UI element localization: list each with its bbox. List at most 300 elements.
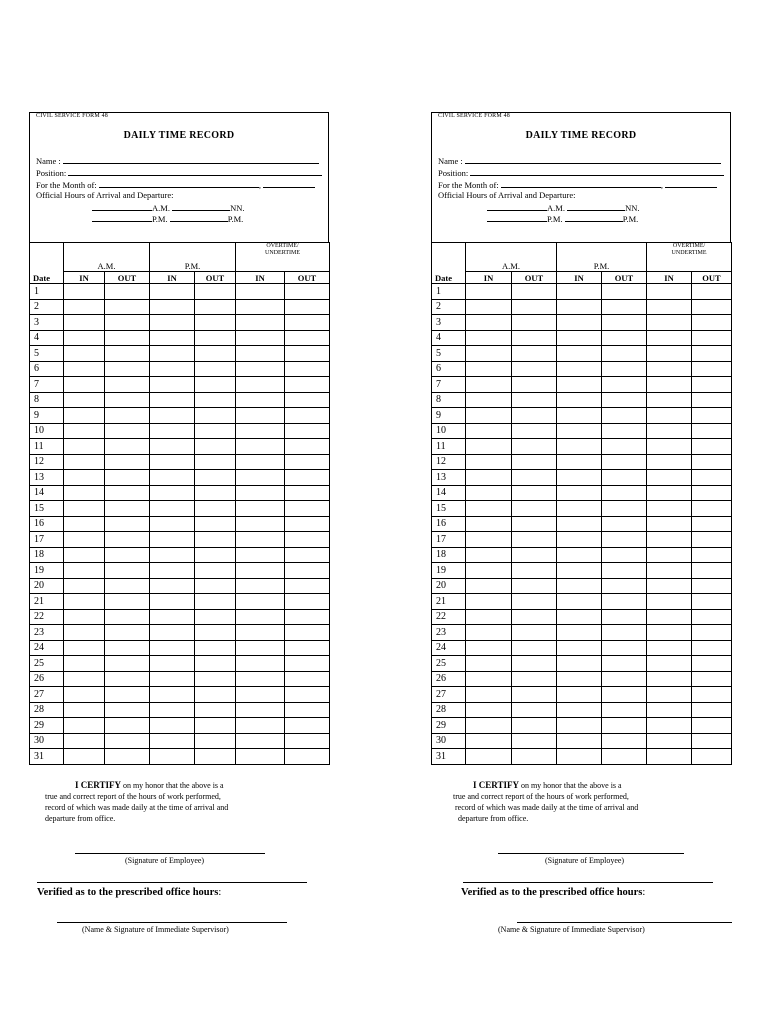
am-in-cell[interactable]: [466, 299, 512, 315]
am-in-cell[interactable]: [466, 439, 512, 455]
am-in-cell[interactable]: [64, 439, 105, 455]
ot-in-cell[interactable]: [236, 454, 285, 470]
am-out-cell[interactable]: [512, 547, 557, 563]
ot-in-cell[interactable]: [236, 516, 285, 532]
ot-in-cell[interactable]: [236, 625, 285, 641]
am-out-cell[interactable]: [512, 671, 557, 687]
am-out-cell[interactable]: [512, 749, 557, 765]
pm-in-cell[interactable]: [557, 423, 602, 439]
am-in-cell[interactable]: [64, 702, 105, 718]
am-out-cell[interactable]: [105, 656, 150, 672]
pm-out-cell[interactable]: [602, 687, 647, 703]
ot-in-cell[interactable]: [236, 392, 285, 408]
am-out-cell[interactable]: [105, 361, 150, 377]
pm-in-cell[interactable]: [150, 609, 195, 625]
pm-out-cell[interactable]: [195, 361, 236, 377]
pm-out-cell[interactable]: [602, 470, 647, 486]
ot-in-cell[interactable]: [236, 609, 285, 625]
am-in-cell[interactable]: [466, 377, 512, 393]
am-in-cell[interactable]: [466, 671, 512, 687]
pm-in-cell[interactable]: [557, 594, 602, 610]
month-line[interactable]: [99, 179, 259, 188]
ot-out-cell[interactable]: [692, 702, 732, 718]
am-out-cell[interactable]: [512, 299, 557, 315]
year-line[interactable]: [263, 179, 315, 188]
employee-signature-line[interactable]: [498, 853, 684, 854]
ot-in-cell[interactable]: [236, 656, 285, 672]
ot-out-cell[interactable]: [692, 532, 732, 548]
ot-out-cell[interactable]: [285, 501, 330, 517]
pm-in-cell[interactable]: [557, 439, 602, 455]
am-in-cell[interactable]: [64, 718, 105, 734]
am-in-cell[interactable]: [64, 284, 105, 300]
am-in-cell[interactable]: [466, 423, 512, 439]
pm-in-cell[interactable]: [557, 377, 602, 393]
ot-out-cell[interactable]: [285, 687, 330, 703]
name-line[interactable]: [465, 155, 721, 164]
ot-in-cell[interactable]: [647, 284, 692, 300]
pm-in-cell[interactable]: [150, 733, 195, 749]
am-out-cell[interactable]: [105, 485, 150, 501]
pm-in-cell[interactable]: [150, 563, 195, 579]
ot-out-cell[interactable]: [285, 625, 330, 641]
pm-in-cell[interactable]: [150, 516, 195, 532]
pm-out-cell[interactable]: [195, 594, 236, 610]
ot-in-cell[interactable]: [647, 470, 692, 486]
am-out-cell[interactable]: [105, 392, 150, 408]
ot-in-cell[interactable]: [647, 299, 692, 315]
am-in-cell[interactable]: [466, 733, 512, 749]
am-out-cell[interactable]: [105, 640, 150, 656]
ot-in-cell[interactable]: [236, 423, 285, 439]
pm-out-cell[interactable]: [602, 733, 647, 749]
am-out-cell[interactable]: [512, 315, 557, 331]
pm-in-cell[interactable]: [557, 671, 602, 687]
am-in-cell[interactable]: [466, 563, 512, 579]
ot-in-cell[interactable]: [647, 625, 692, 641]
pm-in-cell[interactable]: [557, 392, 602, 408]
pm-in-cell[interactable]: [150, 671, 195, 687]
am-out-cell[interactable]: [512, 516, 557, 532]
ot-in-cell[interactable]: [647, 656, 692, 672]
pm-row[interactable]: P.M. P.M.: [92, 213, 243, 224]
ot-in-cell[interactable]: [647, 532, 692, 548]
am-out-cell[interactable]: [105, 284, 150, 300]
am-out-cell[interactable]: [512, 687, 557, 703]
name-field[interactable]: [36, 155, 319, 166]
am-in-cell[interactable]: [64, 470, 105, 486]
ot-out-cell[interactable]: [692, 516, 732, 532]
pm-out-cell[interactable]: [195, 470, 236, 486]
position-line[interactable]: [68, 167, 322, 176]
ot-out-cell[interactable]: [285, 284, 330, 300]
ot-out-cell[interactable]: [285, 470, 330, 486]
pm-out-cell[interactable]: [602, 485, 647, 501]
ot-in-cell[interactable]: [647, 408, 692, 424]
ot-out-cell[interactable]: [285, 609, 330, 625]
am-out-cell[interactable]: [105, 718, 150, 734]
ot-in-cell[interactable]: [236, 315, 285, 331]
ot-out-cell[interactable]: [285, 532, 330, 548]
ot-in-cell[interactable]: [647, 733, 692, 749]
ot-in-cell[interactable]: [647, 392, 692, 408]
pm-in-cell[interactable]: [557, 609, 602, 625]
pm-in-cell[interactable]: [557, 733, 602, 749]
am-out-cell[interactable]: [105, 516, 150, 532]
am-out-cell[interactable]: [512, 656, 557, 672]
pm-out-cell[interactable]: [602, 594, 647, 610]
ot-in-cell[interactable]: [236, 470, 285, 486]
ot-in-cell[interactable]: [647, 718, 692, 734]
am-out-cell[interactable]: [105, 346, 150, 362]
pm-out-cell[interactable]: [602, 501, 647, 517]
pm-out-cell[interactable]: [195, 408, 236, 424]
pm-out-cell[interactable]: [602, 563, 647, 579]
am-in-cell[interactable]: [64, 516, 105, 532]
am-in-cell[interactable]: [64, 361, 105, 377]
ot-in-cell[interactable]: [236, 284, 285, 300]
am-in-cell[interactable]: [466, 625, 512, 641]
ot-in-cell[interactable]: [236, 361, 285, 377]
ot-in-cell[interactable]: [236, 671, 285, 687]
pm-out-cell[interactable]: [195, 609, 236, 625]
pm-in-cell[interactable]: [557, 361, 602, 377]
am-in-cell[interactable]: [64, 625, 105, 641]
ot-out-cell[interactable]: [692, 749, 732, 765]
pm-out-cell[interactable]: [195, 563, 236, 579]
pm-out-cell[interactable]: [195, 547, 236, 563]
am-out-cell[interactable]: [105, 594, 150, 610]
ot-out-cell[interactable]: [692, 284, 732, 300]
am-out-cell[interactable]: [512, 361, 557, 377]
pm-in-cell[interactable]: [150, 470, 195, 486]
ot-in-cell[interactable]: [647, 594, 692, 610]
ot-out-cell[interactable]: [285, 439, 330, 455]
am-in-cell[interactable]: [64, 299, 105, 315]
ot-out-cell[interactable]: [285, 547, 330, 563]
ot-out-cell[interactable]: [285, 516, 330, 532]
am-in-cell[interactable]: [64, 408, 105, 424]
ot-in-cell[interactable]: [236, 501, 285, 517]
am-out-cell[interactable]: [512, 702, 557, 718]
am-out-cell[interactable]: [512, 640, 557, 656]
am-in-cell[interactable]: [466, 315, 512, 331]
ot-out-cell[interactable]: [285, 454, 330, 470]
am-out-cell[interactable]: [105, 315, 150, 331]
pm-in-cell[interactable]: [557, 702, 602, 718]
ot-out-cell[interactable]: [285, 485, 330, 501]
am-out-cell[interactable]: [105, 563, 150, 579]
am-in-cell[interactable]: [64, 749, 105, 765]
pm-row[interactable]: P.M. P.M.: [487, 213, 638, 224]
ot-in-cell[interactable]: [236, 687, 285, 703]
am-in-cell[interactable]: [64, 609, 105, 625]
am-out-cell[interactable]: [105, 625, 150, 641]
am-in-cell[interactable]: [64, 346, 105, 362]
ot-out-cell[interactable]: [285, 392, 330, 408]
pm-in-cell[interactable]: [557, 625, 602, 641]
am-in-cell[interactable]: [466, 361, 512, 377]
pm-out-cell[interactable]: [602, 532, 647, 548]
am-out-cell[interactable]: [105, 687, 150, 703]
pm-in-cell[interactable]: [150, 299, 195, 315]
ot-out-cell[interactable]: [285, 330, 330, 346]
pm-in-cell[interactable]: [557, 470, 602, 486]
pm-in-cell[interactable]: [557, 640, 602, 656]
ot-in-cell[interactable]: [647, 749, 692, 765]
ot-out-cell[interactable]: [285, 299, 330, 315]
am-in-cell[interactable]: [466, 284, 512, 300]
pm-in-cell[interactable]: [557, 501, 602, 517]
am-in-cell[interactable]: [64, 423, 105, 439]
ot-in-cell[interactable]: [236, 377, 285, 393]
ot-out-cell[interactable]: [692, 501, 732, 517]
pm-out-cell[interactable]: [195, 454, 236, 470]
am-out-cell[interactable]: [105, 408, 150, 424]
pm-in-cell[interactable]: [557, 578, 602, 594]
ot-in-cell[interactable]: [236, 563, 285, 579]
am-out-cell[interactable]: [512, 501, 557, 517]
pm-out-cell[interactable]: [195, 671, 236, 687]
am-in-cell[interactable]: [466, 454, 512, 470]
ot-in-cell[interactable]: [647, 377, 692, 393]
am-in-cell[interactable]: [466, 609, 512, 625]
ot-in-cell[interactable]: [236, 299, 285, 315]
am-out-cell[interactable]: [512, 563, 557, 579]
ot-in-cell[interactable]: [236, 547, 285, 563]
pm-in-cell[interactable]: [557, 485, 602, 501]
am-out-cell[interactable]: [512, 377, 557, 393]
am-in-cell[interactable]: [466, 516, 512, 532]
ot-out-cell[interactable]: [692, 578, 732, 594]
pm-out-cell[interactable]: [195, 439, 236, 455]
ot-out-cell[interactable]: [692, 609, 732, 625]
ot-out-cell[interactable]: [692, 470, 732, 486]
ot-out-cell[interactable]: [692, 640, 732, 656]
ot-out-cell[interactable]: [285, 563, 330, 579]
ot-out-cell[interactable]: [285, 346, 330, 362]
am-in-cell[interactable]: [64, 532, 105, 548]
am-out-cell[interactable]: [512, 532, 557, 548]
am-out-cell[interactable]: [105, 749, 150, 765]
am-in-cell[interactable]: [64, 330, 105, 346]
am-in-cell[interactable]: [466, 532, 512, 548]
am-out-cell[interactable]: [512, 423, 557, 439]
pm-out-cell[interactable]: [195, 485, 236, 501]
ot-in-cell[interactable]: [236, 594, 285, 610]
ot-out-cell[interactable]: [285, 315, 330, 331]
am-out-cell[interactable]: [105, 330, 150, 346]
am-out-cell[interactable]: [512, 454, 557, 470]
pm-in-cell[interactable]: [150, 392, 195, 408]
pm-out-cell[interactable]: [602, 330, 647, 346]
pm-out-cell[interactable]: [195, 392, 236, 408]
employee-signature-line[interactable]: [75, 853, 265, 854]
ot-in-cell[interactable]: [236, 749, 285, 765]
ot-out-cell[interactable]: [692, 563, 732, 579]
am-out-cell[interactable]: [105, 733, 150, 749]
ot-in-cell[interactable]: [647, 454, 692, 470]
pm-out-cell[interactable]: [602, 578, 647, 594]
ot-out-cell[interactable]: [692, 408, 732, 424]
pm-in-cell[interactable]: [150, 377, 195, 393]
am-in-cell[interactable]: [466, 687, 512, 703]
ot-in-cell[interactable]: [236, 346, 285, 362]
position-field[interactable]: [36, 167, 322, 178]
ot-out-cell[interactable]: [285, 733, 330, 749]
am-in-cell[interactable]: [466, 392, 512, 408]
ot-out-cell[interactable]: [692, 361, 732, 377]
pm-out-cell[interactable]: [602, 299, 647, 315]
am-in-cell[interactable]: [64, 377, 105, 393]
pm-in-cell[interactable]: [150, 656, 195, 672]
pm-in-cell[interactable]: [150, 408, 195, 424]
ot-out-cell[interactable]: [692, 687, 732, 703]
am-in-cell[interactable]: [64, 454, 105, 470]
supervisor-signature-line[interactable]: [57, 922, 287, 923]
pm-out-cell[interactable]: [195, 501, 236, 517]
name-field[interactable]: [438, 155, 721, 166]
pm-in-cell[interactable]: [150, 330, 195, 346]
ot-in-cell[interactable]: [236, 702, 285, 718]
pm-out-cell[interactable]: [602, 516, 647, 532]
ot-out-cell[interactable]: [285, 578, 330, 594]
ot-out-cell[interactable]: [692, 439, 732, 455]
pm-out-cell[interactable]: [195, 718, 236, 734]
am-out-cell[interactable]: [512, 718, 557, 734]
am-in-cell[interactable]: [466, 330, 512, 346]
am-out-cell[interactable]: [512, 439, 557, 455]
am-nn-row[interactable]: A.M. NN.: [487, 202, 639, 213]
pm-in-cell[interactable]: [557, 749, 602, 765]
pm-out-cell[interactable]: [602, 640, 647, 656]
am-out-cell[interactable]: [512, 609, 557, 625]
am-in-cell[interactable]: [466, 702, 512, 718]
ot-out-cell[interactable]: [285, 718, 330, 734]
ot-in-cell[interactable]: [647, 516, 692, 532]
pm-in-cell[interactable]: [150, 284, 195, 300]
pm-out-cell[interactable]: [195, 315, 236, 331]
ot-out-cell[interactable]: [692, 671, 732, 687]
pm-in-cell[interactable]: [150, 718, 195, 734]
pm-out-cell[interactable]: [195, 330, 236, 346]
position-line[interactable]: [470, 167, 724, 176]
am-out-cell[interactable]: [105, 423, 150, 439]
ot-in-cell[interactable]: [647, 346, 692, 362]
ot-out-cell[interactable]: [692, 377, 732, 393]
pm-in-cell[interactable]: [557, 330, 602, 346]
pm-in-cell[interactable]: [557, 656, 602, 672]
ot-in-cell[interactable]: [647, 315, 692, 331]
pm-in-cell[interactable]: [150, 346, 195, 362]
ot-in-cell[interactable]: [647, 640, 692, 656]
ot-out-cell[interactable]: [692, 656, 732, 672]
am-in-cell[interactable]: [64, 671, 105, 687]
pm-in-cell[interactable]: [150, 315, 195, 331]
am-in-cell[interactable]: [64, 315, 105, 331]
ot-out-cell[interactable]: [285, 423, 330, 439]
pm-out-cell[interactable]: [195, 284, 236, 300]
am-in-cell[interactable]: [466, 547, 512, 563]
pm-in-cell[interactable]: [557, 454, 602, 470]
ot-out-cell[interactable]: [692, 594, 732, 610]
ot-out-cell[interactable]: [692, 346, 732, 362]
am-in-cell[interactable]: [64, 578, 105, 594]
am-out-cell[interactable]: [512, 578, 557, 594]
pm-in-cell[interactable]: [150, 625, 195, 641]
pm-out-cell[interactable]: [602, 702, 647, 718]
am-in-cell[interactable]: [466, 470, 512, 486]
pm-in-cell[interactable]: [557, 687, 602, 703]
ot-out-cell[interactable]: [692, 547, 732, 563]
ot-in-cell[interactable]: [647, 687, 692, 703]
pm-in-cell[interactable]: [150, 485, 195, 501]
pm-in-cell[interactable]: [150, 640, 195, 656]
pm-out-cell[interactable]: [602, 284, 647, 300]
pm-out-cell[interactable]: [195, 625, 236, 641]
am-in-cell[interactable]: [64, 392, 105, 408]
am-out-cell[interactable]: [105, 299, 150, 315]
ot-out-cell[interactable]: [692, 299, 732, 315]
pm-in-cell[interactable]: [557, 718, 602, 734]
am-in-cell[interactable]: [466, 718, 512, 734]
am-in-cell[interactable]: [64, 485, 105, 501]
pm-in-cell[interactable]: [557, 346, 602, 362]
ot-out-cell[interactable]: [285, 671, 330, 687]
ot-out-cell[interactable]: [692, 485, 732, 501]
ot-in-cell[interactable]: [236, 718, 285, 734]
ot-out-cell[interactable]: [692, 392, 732, 408]
pm-out-cell[interactable]: [602, 718, 647, 734]
am-in-cell[interactable]: [466, 594, 512, 610]
am-in-cell[interactable]: [64, 656, 105, 672]
ot-in-cell[interactable]: [647, 578, 692, 594]
pm-in-cell[interactable]: [557, 532, 602, 548]
pm-in-cell[interactable]: [150, 454, 195, 470]
am-in-cell[interactable]: [64, 594, 105, 610]
pm-in-cell[interactable]: [150, 547, 195, 563]
am-in-cell[interactable]: [64, 547, 105, 563]
ot-in-cell[interactable]: [647, 671, 692, 687]
ot-out-cell[interactable]: [285, 377, 330, 393]
pm-out-cell[interactable]: [602, 656, 647, 672]
am-in-cell[interactable]: [64, 563, 105, 579]
ot-in-cell[interactable]: [647, 547, 692, 563]
ot-out-cell[interactable]: [692, 625, 732, 641]
ot-in-cell[interactable]: [236, 578, 285, 594]
am-out-cell[interactable]: [512, 330, 557, 346]
pm-in-cell[interactable]: [557, 408, 602, 424]
pm-in-cell[interactable]: [150, 594, 195, 610]
am-out-cell[interactable]: [512, 284, 557, 300]
pm-out-cell[interactable]: [195, 299, 236, 315]
ot-in-cell[interactable]: [647, 423, 692, 439]
ot-out-cell[interactable]: [285, 702, 330, 718]
pm-in-cell[interactable]: [150, 501, 195, 517]
am-out-cell[interactable]: [105, 609, 150, 625]
am-in-cell[interactable]: [466, 485, 512, 501]
pm-out-cell[interactable]: [602, 392, 647, 408]
ot-in-cell[interactable]: [236, 408, 285, 424]
ot-out-cell[interactable]: [692, 733, 732, 749]
pm-out-cell[interactable]: [602, 408, 647, 424]
am-out-cell[interactable]: [105, 702, 150, 718]
am-out-cell[interactable]: [105, 377, 150, 393]
am-out-cell[interactable]: [105, 501, 150, 517]
pm-out-cell[interactable]: [602, 671, 647, 687]
am-out-cell[interactable]: [105, 671, 150, 687]
am-out-cell[interactable]: [512, 408, 557, 424]
